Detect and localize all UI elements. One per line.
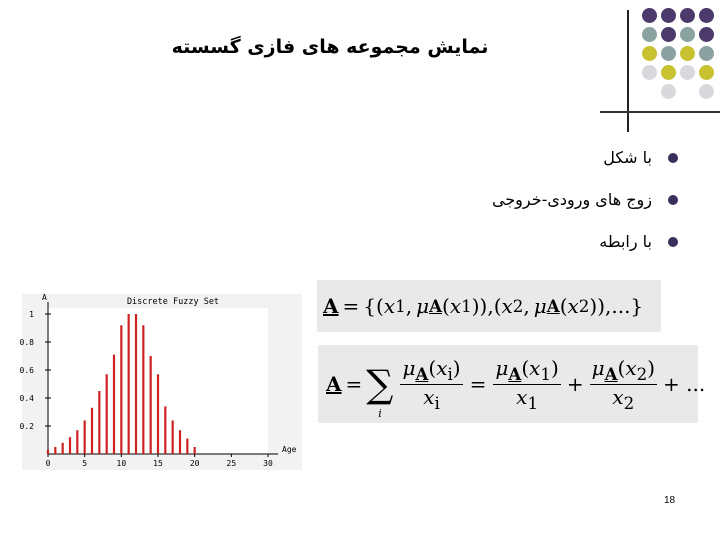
- formula-mu-sub-2: A: [546, 296, 560, 316]
- frac-i-den-sub: i: [434, 393, 440, 413]
- y-tick-label: 0.2: [19, 422, 34, 431]
- frac-i-x-sub: i: [447, 364, 453, 384]
- frac-1-den-sub: 1: [527, 393, 539, 413]
- frac-1-x-sub: 1: [540, 364, 552, 384]
- formula2-lhs: A: [326, 372, 342, 396]
- x-tick-label: 15: [153, 459, 163, 468]
- formula-open: {(: [363, 294, 384, 318]
- decor-dot: [661, 27, 676, 42]
- formula2-tail: + ...: [663, 372, 706, 396]
- decor-dot: [680, 65, 695, 80]
- decor-dot: [642, 46, 657, 61]
- frac-i-den-x: x: [423, 384, 435, 409]
- formula-sub1: 1: [395, 296, 406, 316]
- frac-2-den-sub: 2: [623, 393, 635, 413]
- formula-sub2: 2: [512, 296, 524, 316]
- formula-eq: =: [342, 294, 360, 318]
- x-axis-label: Age: [282, 445, 297, 454]
- formula-x1: x: [383, 294, 396, 318]
- x-tick-label: 5: [82, 459, 88, 468]
- formula-mu-2: μ: [533, 294, 547, 318]
- formula-x2b: x: [567, 294, 579, 318]
- discrete-fuzzy-set-chart: [19, 293, 302, 470]
- decor-dot: [661, 8, 676, 23]
- decor-dot: [661, 65, 676, 80]
- formula-comma-2: ,: [523, 294, 530, 318]
- sigma-symbol: [366, 362, 394, 420]
- formula-mu-sub-1: A: [429, 296, 443, 316]
- x-tick-label: 30: [263, 459, 273, 468]
- frac-2-x: x: [625, 355, 637, 380]
- decor-dot: [642, 65, 657, 80]
- decor-dot: [699, 65, 714, 80]
- page-number: 18: [664, 495, 676, 506]
- formula2-eq-1: =: [345, 372, 363, 396]
- fraction-2: $\frac{\mu_A(x_2)}{x_2}$: [591, 355, 656, 413]
- decor-dot: [661, 84, 676, 99]
- formula-pairs: A = {( x 1 , μ A ( x 1 ) ),( x 2 , μ A ( x 2 ) ),...}: [317, 280, 661, 332]
- decor-dot: [661, 46, 676, 61]
- formula-x1b: x: [449, 294, 462, 318]
- frac-i-mu: μ: [402, 355, 416, 380]
- slide-title: نمایش مجموعه های فازی گسسته: [171, 36, 489, 58]
- y-tick-label: 0.8: [19, 338, 34, 347]
- formula-sep: ),(: [479, 294, 502, 318]
- frac-2-mu-sub: A: [604, 363, 618, 384]
- frac-2-x-sub: 2: [636, 364, 648, 384]
- decor-dot: [680, 46, 695, 61]
- formula-sub2b: 2: [578, 296, 590, 316]
- decor-dot: [680, 8, 695, 23]
- bullet-item-relation: با رابطه: [280, 229, 680, 271]
- bullet-item-pairs: زوج های ورودی-خروجی: [280, 187, 680, 229]
- decor-horizontal-line: [600, 111, 720, 113]
- fraction-1: $\frac{\mu_A(x_1)}{x_1}$: [495, 355, 559, 413]
- frac-1-den-x: x: [516, 384, 528, 409]
- sigma-index: i: [378, 407, 382, 420]
- y-tick-label: 1: [29, 310, 34, 319]
- formula-close: ),...}: [597, 294, 644, 318]
- x-tick-label: 10: [116, 459, 127, 468]
- decor-dot: [699, 27, 714, 42]
- bullet-item-shape: با شکل: [280, 145, 680, 187]
- formula2-eq-2: =: [469, 372, 487, 396]
- frac-i-mu-sub: A: [415, 363, 429, 384]
- y-tick-label: 0.4: [19, 394, 34, 403]
- frac-1-mu-sub: A: [508, 363, 522, 384]
- decor-dot: [699, 46, 714, 61]
- chart-title: Discrete Fuzzy Set: [126, 297, 220, 307]
- decor-dot: [699, 84, 714, 99]
- y-tick-label: 0.6: [19, 366, 34, 375]
- formula-sub1b: 1: [461, 296, 472, 316]
- decor-dot: [680, 27, 695, 42]
- sigma-glyph: ∑: [366, 362, 394, 406]
- frac-i-x: x: [436, 355, 448, 380]
- formula-lhs: A: [323, 294, 339, 318]
- formula-x2: x: [501, 294, 513, 318]
- x-tick-label: 0: [45, 459, 51, 468]
- y-axis-label: A: [42, 293, 47, 302]
- formula-comma-1: ,: [405, 294, 413, 318]
- formula2-plus: +: [566, 372, 584, 396]
- decor-dot: [642, 27, 657, 42]
- formula-sum: [318, 345, 706, 423]
- frac-1-mu: μ: [495, 355, 509, 380]
- frac-2-den-x: x: [612, 384, 624, 409]
- x-tick-label: 20: [189, 459, 200, 468]
- bullet-list: [280, 145, 680, 271]
- decor-vertical-line: [627, 10, 629, 132]
- frac-1-x: x: [529, 355, 541, 380]
- x-tick-label: 25: [226, 459, 237, 468]
- decor-dot: [642, 8, 657, 23]
- decor-dot: [699, 8, 714, 23]
- fraction-i: $\frac{\mu_A(x_i)}{x_i}$: [402, 355, 461, 413]
- formula-mu-1: μ: [416, 294, 430, 318]
- frac-2-mu: μ: [591, 355, 605, 380]
